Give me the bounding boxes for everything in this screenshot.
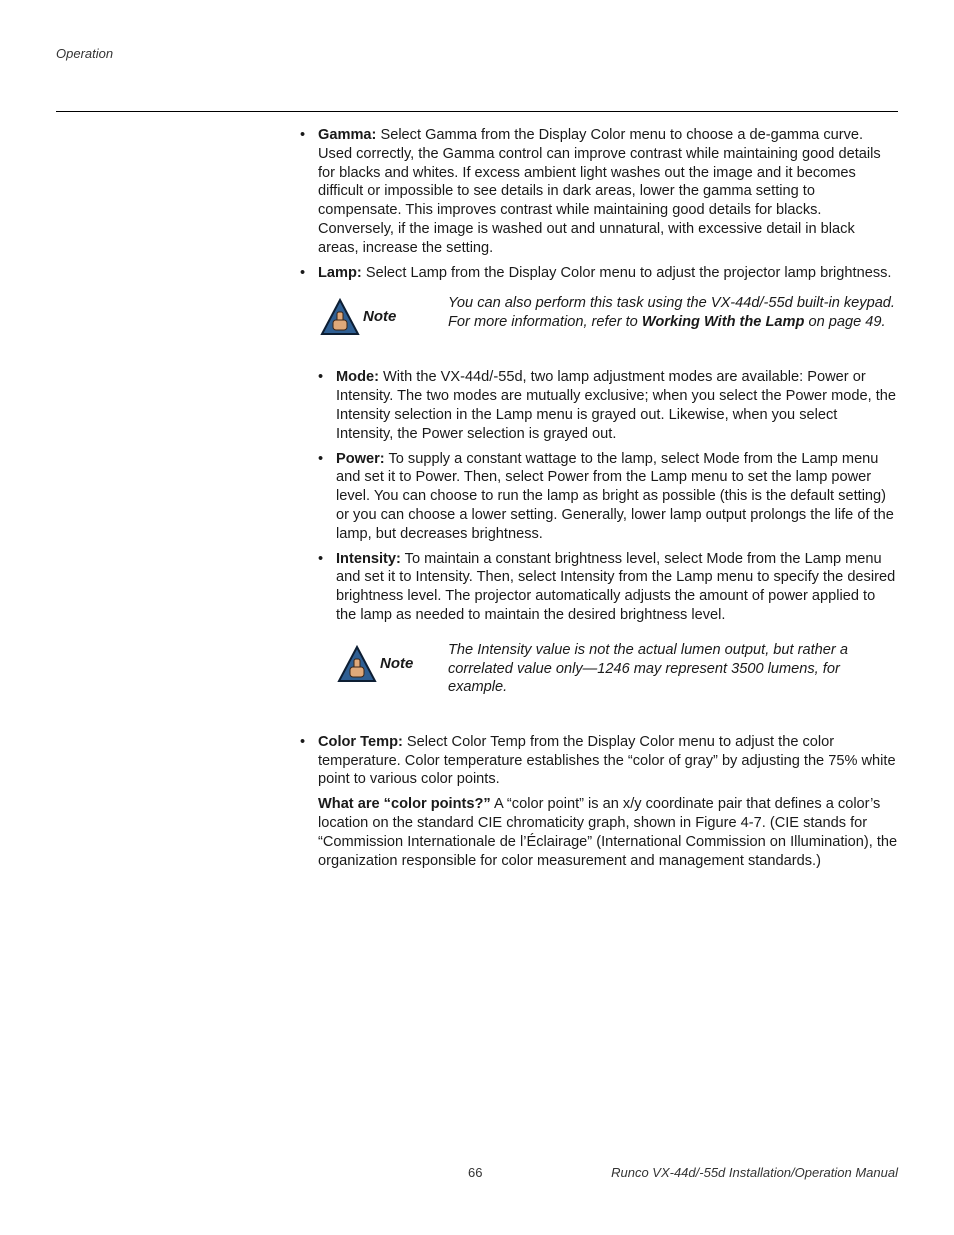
lamp-label: Lamp: [318,264,362,281]
note-text-before: You can also perform this task using the VX-44d/-55d built-in keypad. For more information, refer to [448,295,895,331]
color-points-label: What are “color points?” [318,796,491,813]
power-label: Power: [336,450,385,467]
note-text [448,294,898,332]
color-temp-text: Select Color Temp from the Display Color menu to adjust the color temperature. Color temperature establishes the “color of gray” by adjusting the 75% white point to various color points. [318,733,896,788]
gamma-text: Select Gamma from the Display Color menu to choose a de-gamma curve. Used correctly, the Gamma control can improve contrast while maintaining good details for blacks and whites. If excess ambient light washes out the image and it becomes difficult or impossible to see details in dark areas, lower the gamma setting to compensate. This improves contrast while maintaining good details for blacks. Conversely, if the image is washed out and unnatural, with excessive detail in black areas, increase the setting. [318,127,881,256]
header-rule [56,111,898,112]
page-content [300,126,898,876]
note-text-after: on page 49. [804,314,886,331]
bullet-mode [318,368,898,443]
color-points-paragraph [300,795,898,870]
manual-title: Runco VX-44d/-55d Installation/Operation Manual [611,1165,898,1180]
note-label: Note [363,308,397,326]
color-points-text: A “color point” is an x/y coordinate pair that defines a color’s location on the standard CIE chromaticity graph, shown in Figure 4-7. (CIE stands for “Commission Internationale de l’Éclairage” (International Commission on Illumination), the organization responsible for color measurement and management standards.) [318,796,898,869]
note-text: The Intensity value is not the actual lumen output, but rather a correlated value only—1246 may represent 3500 lumens, for example. [448,641,848,696]
pointing-hand-icon [320,298,360,338]
note-lamp-keypad [300,295,898,356]
page-number: 66 [468,1165,483,1180]
bullet-color-temp [300,733,898,789]
gamma-label: Gamma: [318,127,377,143]
intensity-text: To maintain a constant brightness level, select Mode from the Lamp menu and set it to Intensity. Then, select Intensity from the Lamp menu to specify the desired brightness level. The projector automatically adjusts the amount of power applied to the lamp as needed to maintain the desired brightness level. [336,550,896,623]
mode-label: Mode: [336,369,379,386]
note-label: Note [380,654,414,672]
note-intensity [300,641,898,703]
bullet-gamma [300,126,898,258]
mode-text: With the VX-44d/-55d, two lamp adjustment modes are available: Power or Intensity. The two modes are mutually exclusive; when you select the Power mode, the Intensity selection in the Lamp menu is grayed out. Likewise, when you select Intensity, the Power selection is grayed out. [336,369,896,442]
bullet-lamp [300,264,898,283]
intensity-label: Intensity: [336,550,401,567]
color-temp-label: Color Temp: [318,733,403,750]
working-with-lamp-link[interactable]: Working With the Lamp [641,314,805,331]
lamp-text: Select Lamp from the Display Color menu to adjust the projector lamp brightness. [365,264,892,281]
pointing-hand-icon [337,645,377,685]
bullet-power [318,450,898,544]
power-text: To supply a constant wattage to the lamp, select Mode from the Lamp menu and set it to Power. Then, select Power from the Lamp menu to set the lamp power level. You can choose to run the lamp as bright as possible (this is the default setting) or you can choose a lower setting. Generally, lower lamp output prolongs the life of the lamp, but decreases brightness. [336,450,894,542]
running-header: Operation [56,46,114,61]
bullet-intensity [318,550,898,625]
